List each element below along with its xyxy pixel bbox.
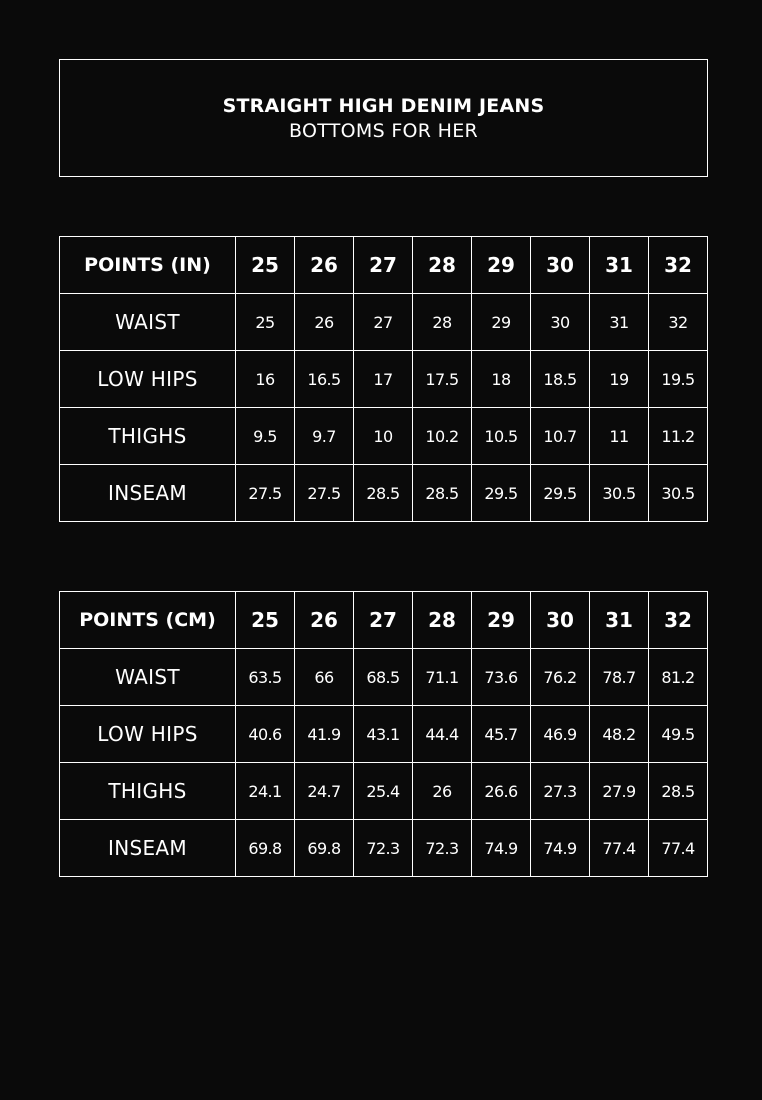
measurement-value: 26 [413,763,472,820]
measurement-value: 32 [649,294,708,351]
measurement-value: 68.5 [354,649,413,706]
measurement-label: INSEAM [60,465,236,522]
measurement-value: 27 [354,294,413,351]
measurement-value: 29.5 [472,465,531,522]
size-column-header: 29 [472,237,531,294]
size-column-header: 30 [531,237,590,294]
title-box [59,59,708,177]
measurement-value: 30.5 [590,465,649,522]
measurement-value: 27.3 [531,763,590,820]
table-row [60,294,708,351]
measurement-value: 28.5 [354,465,413,522]
measurement-value: 19.5 [649,351,708,408]
points-heading: POINTS (IN) [60,237,236,294]
table-row [60,465,708,522]
size-table-inches [59,236,708,522]
measurement-value: 10.2 [413,408,472,465]
measurement-label: THIGHS [60,408,236,465]
size-column-header: 25 [236,237,295,294]
measurement-value: 69.8 [295,820,354,877]
size-table-centimeters [59,591,708,877]
measurement-value: 29.5 [531,465,590,522]
measurement-value: 18.5 [531,351,590,408]
measurement-label: LOW HIPS [60,706,236,763]
measurement-value: 66 [295,649,354,706]
measurement-value: 69.8 [236,820,295,877]
measurement-value: 46.9 [531,706,590,763]
size-column-header: 32 [649,237,708,294]
table-row [60,706,708,763]
measurement-value: 28 [413,294,472,351]
measurement-value: 76.2 [531,649,590,706]
size-column-header: 29 [472,592,531,649]
measurement-value: 16.5 [295,351,354,408]
measurement-value: 19 [590,351,649,408]
size-column-header: 26 [295,237,354,294]
size-column-header: 27 [354,237,413,294]
size-column-header: 26 [295,592,354,649]
measurement-value: 27.5 [236,465,295,522]
measurement-label: LOW HIPS [60,351,236,408]
table-row [60,649,708,706]
measurement-value: 31 [590,294,649,351]
measurement-value: 24.1 [236,763,295,820]
measurement-value: 30 [531,294,590,351]
measurement-value: 41.9 [295,706,354,763]
measurement-value: 28.5 [413,465,472,522]
measurement-value: 17 [354,351,413,408]
measurement-label: THIGHS [60,763,236,820]
page-title: STRAIGHT HIGH DENIM JEANS [222,95,545,117]
measurement-value: 73.6 [472,649,531,706]
table-row [60,408,708,465]
measurement-value: 11.2 [649,408,708,465]
table-row [60,820,708,877]
measurement-label: INSEAM [60,820,236,877]
table-header-row [60,592,708,649]
size-column-header: 30 [531,592,590,649]
measurement-value: 63.5 [236,649,295,706]
measurement-value: 48.2 [590,706,649,763]
measurement-value: 16 [236,351,295,408]
measurement-value: 25.4 [354,763,413,820]
measurement-value: 30.5 [649,465,708,522]
table-header-row [60,237,708,294]
measurement-value: 72.3 [413,820,472,877]
size-column-header: 25 [236,592,295,649]
measurement-value: 77.4 [649,820,708,877]
measurement-value: 44.4 [413,706,472,763]
measurement-value: 27.5 [295,465,354,522]
measurement-label: WAIST [60,649,236,706]
measurement-value: 28.5 [649,763,708,820]
measurement-value: 18 [472,351,531,408]
measurement-value: 11 [590,408,649,465]
measurement-value: 25 [236,294,295,351]
measurement-value: 26 [295,294,354,351]
measurement-value: 29 [472,294,531,351]
table-row [60,763,708,820]
measurement-value: 45.7 [472,706,531,763]
measurement-value: 9.7 [295,408,354,465]
size-column-header: 32 [649,592,708,649]
table-row [60,351,708,408]
measurement-value: 10.5 [472,408,531,465]
points-heading: POINTS (CM) [60,592,236,649]
size-column-header: 28 [413,237,472,294]
measurement-value: 27.9 [590,763,649,820]
measurement-value: 81.2 [649,649,708,706]
size-column-header: 28 [413,592,472,649]
measurement-label: WAIST [60,294,236,351]
measurement-value: 40.6 [236,706,295,763]
size-column-header: 31 [590,592,649,649]
measurement-value: 72.3 [354,820,413,877]
measurement-value: 74.9 [531,820,590,877]
measurement-value: 9.5 [236,408,295,465]
measurement-value: 10 [354,408,413,465]
measurement-value: 17.5 [413,351,472,408]
measurement-value: 10.7 [531,408,590,465]
size-column-header: 27 [354,592,413,649]
measurement-value: 24.7 [295,763,354,820]
measurement-value: 74.9 [472,820,531,877]
measurement-value: 49.5 [649,706,708,763]
measurement-value: 26.6 [472,763,531,820]
measurement-value: 71.1 [413,649,472,706]
size-column-header: 31 [590,237,649,294]
measurement-value: 77.4 [590,820,649,877]
page-subtitle: BOTTOMS FOR HER [288,120,479,142]
measurement-value: 78.7 [590,649,649,706]
measurement-value: 43.1 [354,706,413,763]
